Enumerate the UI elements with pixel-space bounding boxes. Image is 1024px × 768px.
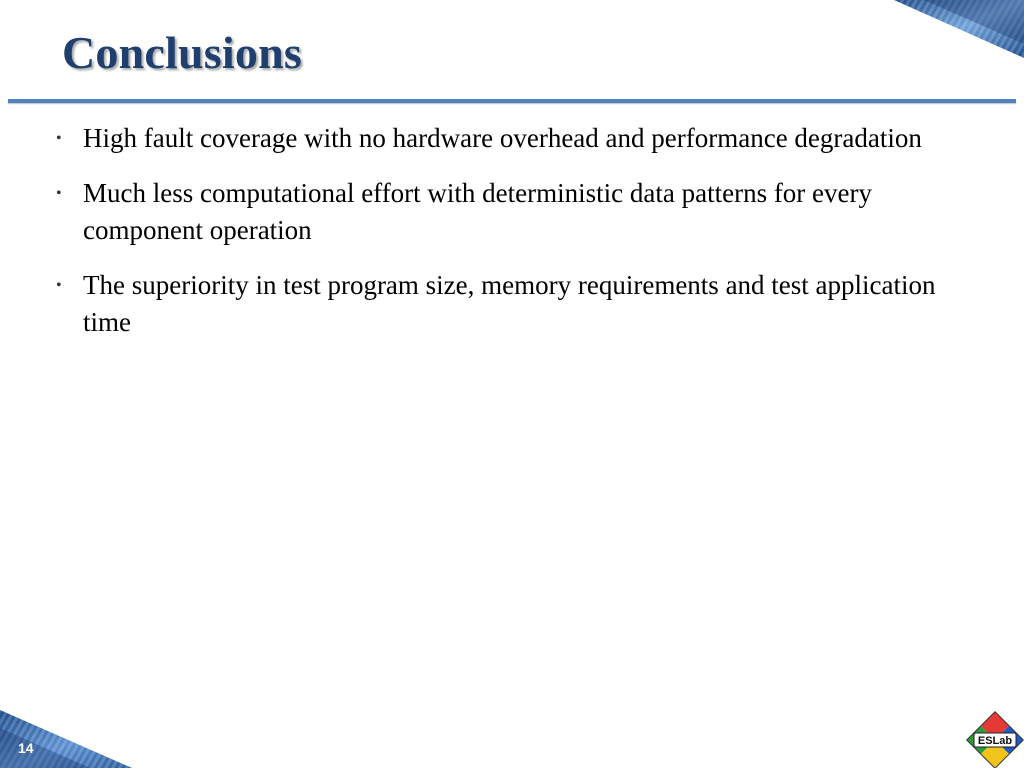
bullet-list: [50, 120, 950, 359]
bullet-icon: •: [56, 277, 62, 294]
logo-text: ESLab: [977, 735, 1013, 747]
bullet-icon: •: [56, 130, 62, 147]
bullet-icon: •: [56, 185, 62, 202]
eslab-logo: [964, 709, 1024, 768]
bullet-item: [50, 267, 950, 341]
bullet-text: High fault coverage with no hardware overhead and performance degradation: [83, 123, 922, 153]
bottom-left-corner-decoration: [0, 708, 140, 768]
bullet-text: Much less computational effort with deterministic data patterns for every component operation: [83, 178, 873, 245]
title-divider: [8, 99, 1016, 103]
bullet-item: [50, 120, 950, 157]
bullet-item: [50, 175, 950, 249]
top-right-corner-decoration: [880, 0, 1024, 60]
slide-title: Conclusions: [62, 27, 302, 78]
page-number: 14: [18, 740, 34, 756]
bullet-text: The superiority in test program size, memory requirements and test application time: [83, 270, 936, 337]
